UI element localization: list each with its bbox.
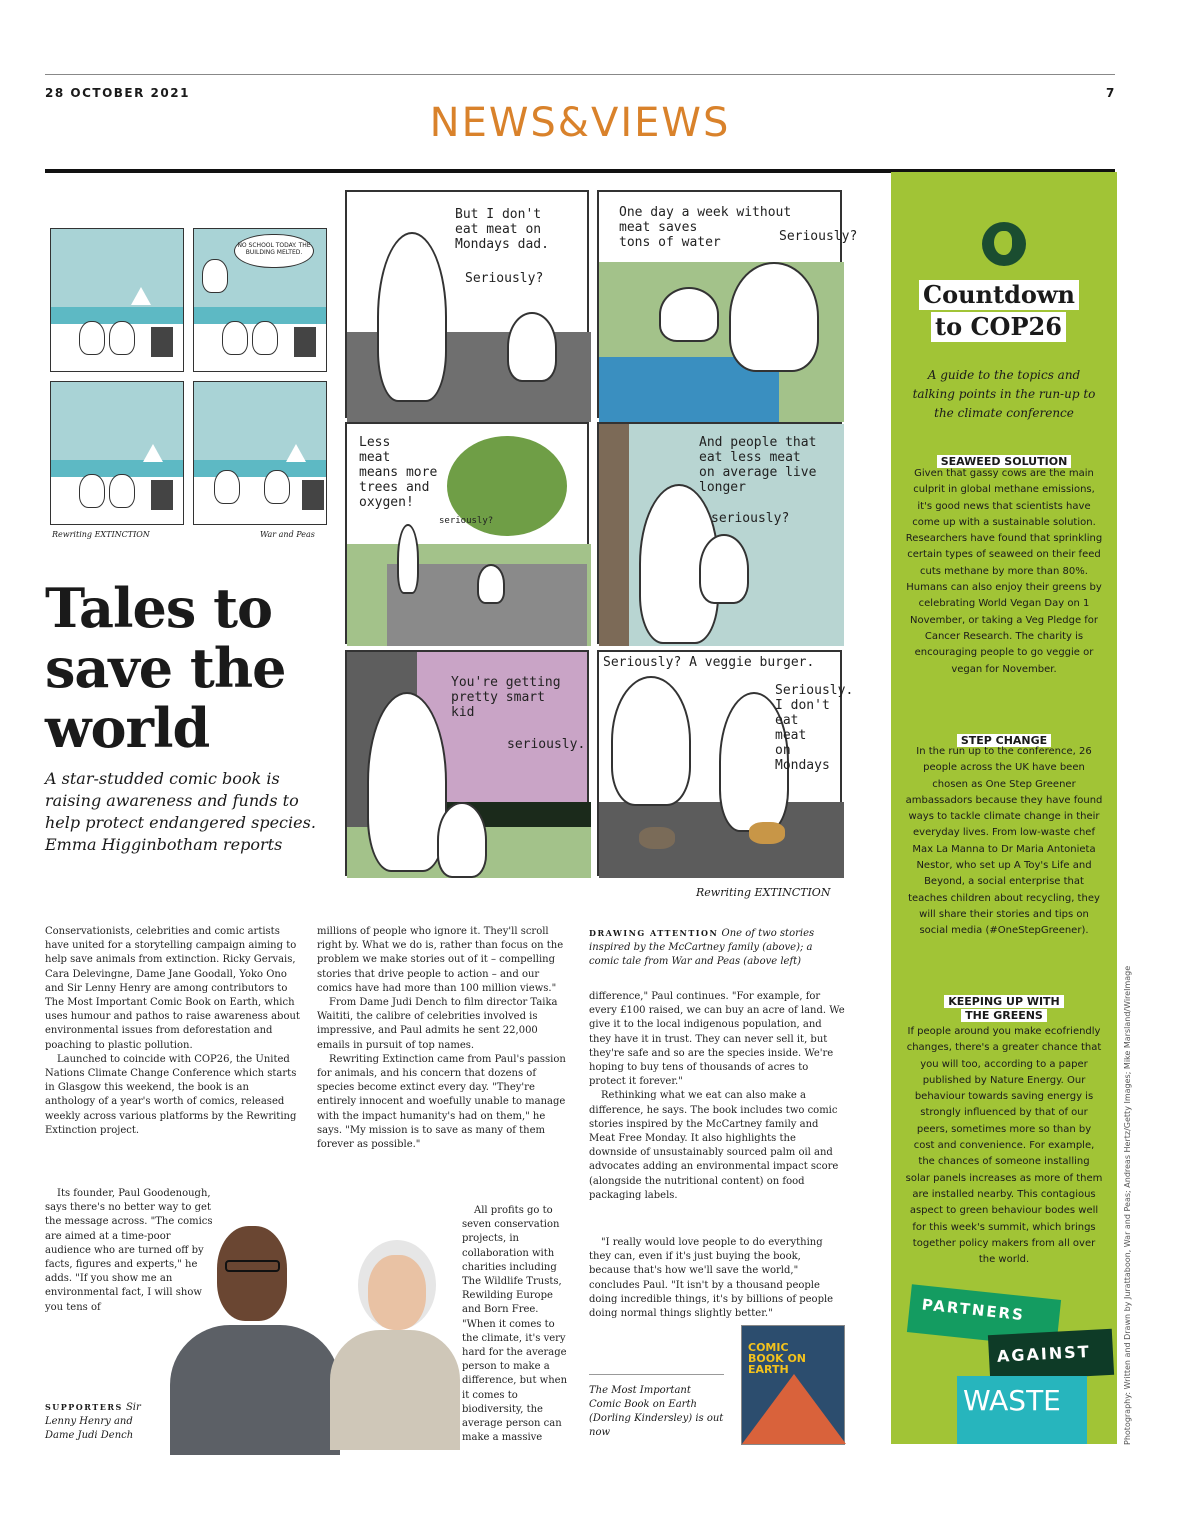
supporters-photo [165,1220,460,1445]
comic-panel: Seriously? A veggie burger. Seriously. I don't eat meat on Mondays [597,650,842,876]
war-and-peas-comic [50,228,330,538]
issue-date: 28 OCTOBER 2021 [45,86,190,100]
comic-signature: Rewriting EXTINCTION [52,530,150,539]
comic-panel: And people that eat less meat on average live longer seriously? [597,422,842,644]
caption-rule [589,1374,724,1375]
partners-against-waste-logo: PARTNERS [907,1284,1061,1347]
book-caption: The Most Important Comic Book on Earth (Dorling Kindersley) is out now [589,1385,724,1438]
comic-panel: But I don't eat meat on Mondays dad. Seriously? [345,190,589,418]
top-rule [45,74,1115,75]
comic-panel: Less meat means more trees and oxygen! seriously? [345,422,589,644]
article-column-1 [45,925,300,1138]
comic-panel [193,381,327,525]
section-title: NEWS&VIEWS [429,100,731,146]
sidebar-title: Countdown to COP26 [919,280,1089,348]
partners-against-waste-logo: WASTE [957,1376,1087,1444]
paragraph: Rewriting Extinction came from Paul's passion for animals, and his concern that dozens of species become extinct every day. "They're entirely innocent and woefully unable to manage with the impact humanity's had on them," he says. "My mission is to save as many of them forever as possible." [317,1053,566,1151]
sidebar-heading: KEEPING UP WITH [891,990,1117,1009]
comic-signature: Rewriting EXTINCTION [696,886,831,899]
lenny-henry-figure [165,1220,345,1445]
partners-against-waste-logo: AGAINST [988,1329,1114,1381]
article-column-3-quote [589,1236,845,1321]
comic-panel [193,228,327,372]
judi-dench-figure [330,1220,460,1445]
drawing-caption: DRAWING ATTENTION One of two stories inspired by the McCartney family (above); a comic tale from War and Peas (above left) [589,928,815,967]
speech-bubble: NO SCHOOL TODAY. THE BUILDING MELTED. [234,234,314,268]
article-headline: Tales to save the world [45,576,286,760]
paragraph: difference," Paul continues. "For example, for every £100 raised, we can buy an acre of land. We give it to the local indigenous population, and they have it in trust. They can never sell it, but they're safe and so are the species inside. We're hoping to buy tens of thousands of acres to protect it forever." [589,991,845,1088]
comic-panel [50,381,184,525]
paragraph: Rethinking what we eat can also make a difference, he says. The book includes two comic stories inspired by the McCartney family and Meat Free Monday. It also highlights the downside of unsustainably sourced palm oil and advocates adding an environmental impact score (alongside the nutritional content) on food packaging labels. [589,1090,839,1201]
comic-panel: You're getting pretty smart kid seriously. [345,650,589,876]
rewriting-extinction-comic [345,190,858,910]
book-cover-title: COMIC BOOK ON EARTH [748,1341,806,1376]
photo-credit: Photography: Written and Drawn by Jurattaboon, War and Peas; Andreas Hertz/Getty Images; Mike Marsland/WireImage [1123,965,1132,1445]
supporters-caption: SUPPORTERS Sir Lenny Henry and Dame Judi Dench [45,1402,141,1441]
sidebar-text: In the run up to the conference, 26 people across the UK have been chosen as One Step Greener ambassadors because they have found ways to tackle climate change in their everyday lives. From low-waste chef Max La Manna to Dr Maria Antonieta Nestor, who set up A Toy's Life and Beyond, a social enterprise that teaches children about recycling, they will share their stories and tips on social media (#OneStepGreener). [905,746,1103,937]
paragraph: Its founder, Paul Goodenough, says there's no better way to get the message across. "The comics are aimed at a time-poor audience who are turned off by facts, figures and experts," he adds. "If you show me an environmental fact, I will show you tens of [45,1188,213,1313]
comic-panel [50,228,184,372]
comic-panel: One day a week without meat saves tons of water Seriously? [597,190,842,418]
paragraph: Launched to coincide with COP26, the United Nations Climate Change Conference which starts in Glasgow this weekend, the book is an anthology of a year's worth of comics, released weekly across various platforms by the Rewriting Extinction project. [45,1053,297,1136]
paragraph: Conservationists, celebrities and comic artists have united for a storytelling campaign aiming to help save animals from extinction. Ricky Gervais, Cara Delevingne, Dame Jane Goodall, Yoko Ono and Sir Lenny Henry are among contributors to The Most Important Comic Book on Earth, which uses humour and pathos to raise awareness about environmental issues from deforestation and poaching to plastic pollution. [45,926,300,1051]
sidebar-text: Given that gassy cows are the main culprit in global methane emissions, it's good news that scientists have come up with a sustainable solution. Researchers have found that sprinkling certain types of seaweed on their feed cuts methane by more than 80%. Humans can also enjoy their greens by celebrating World Vegan Day on 1 November, or taking a Veg Pledge for Cancer Research. The charity is encouraging people to go veggie or vegan for November. [905,468,1103,675]
globe-icon [982,222,1026,266]
article-column-2-cont [462,1204,572,1445]
article-column-2 [317,925,572,1152]
sidebar-heading: SEAWEED SOLUTION [891,450,1117,469]
book-cover [741,1325,845,1445]
sidebar-intro: A guide to the topics and talking points in the run-up to the climate conference [912,368,1096,420]
paragraph: All profits go to seven conservation projects, in collaboration with charities including The Wildlife Trusts, Rewilding Europe and Born Free. "When it comes to the climate, it's very hard for the average person to make a difference, but when it comes to biodiversity, the average person can make a massive [462,1205,568,1444]
article-standfirst: A star-studded comic book is raising awareness and funds to help protect endangered species. Emma Higginbotham reports [45,769,316,854]
cop26-sidebar [891,172,1117,1444]
paragraph: millions of people who ignore it. They'll scroll right by. What we do is, rather than focus on the problem we make stories out of it – compelling stories that drive people to action – and our comics have had more than 100 million views." [317,926,564,994]
paragraph: "I really would love people to do everything they can, even if it's just buying the book, because that's how we'll save the world," concludes Paul. "It isn't by a thousand people doing incredible things, it's by billions of people doing normal things slightly better." [589,1237,834,1320]
sidebar-heading: STEP CHANGE [891,729,1117,748]
sidebar-heading: THE GREENS [891,1004,1117,1023]
paragraph: From Dame Judi Dench to film director Taika Waititi, the calibre of celebrities involved is impressive, and Paul admits he sent 22,000 emails in pursuit of top names. [317,997,558,1051]
comic-signature: War and Peas [260,530,315,539]
page-number: 7 [1106,86,1115,100]
article-column-3 [589,990,845,1203]
sidebar-text: If people around you make ecofriendly changes, there's a greater chance that you will too, according to a paper published by Nature Energy. Our behaviour towards saving energy is strongly influenced by that of our peers, sometimes more so than by cost and convenience. For example, the chances of someone installing solar panels increases as more of them are installed nearby. This contagious aspect to green behaviour bodes well for this week's summit, which brings together policy makers from all over the world. [905,1026,1103,1266]
